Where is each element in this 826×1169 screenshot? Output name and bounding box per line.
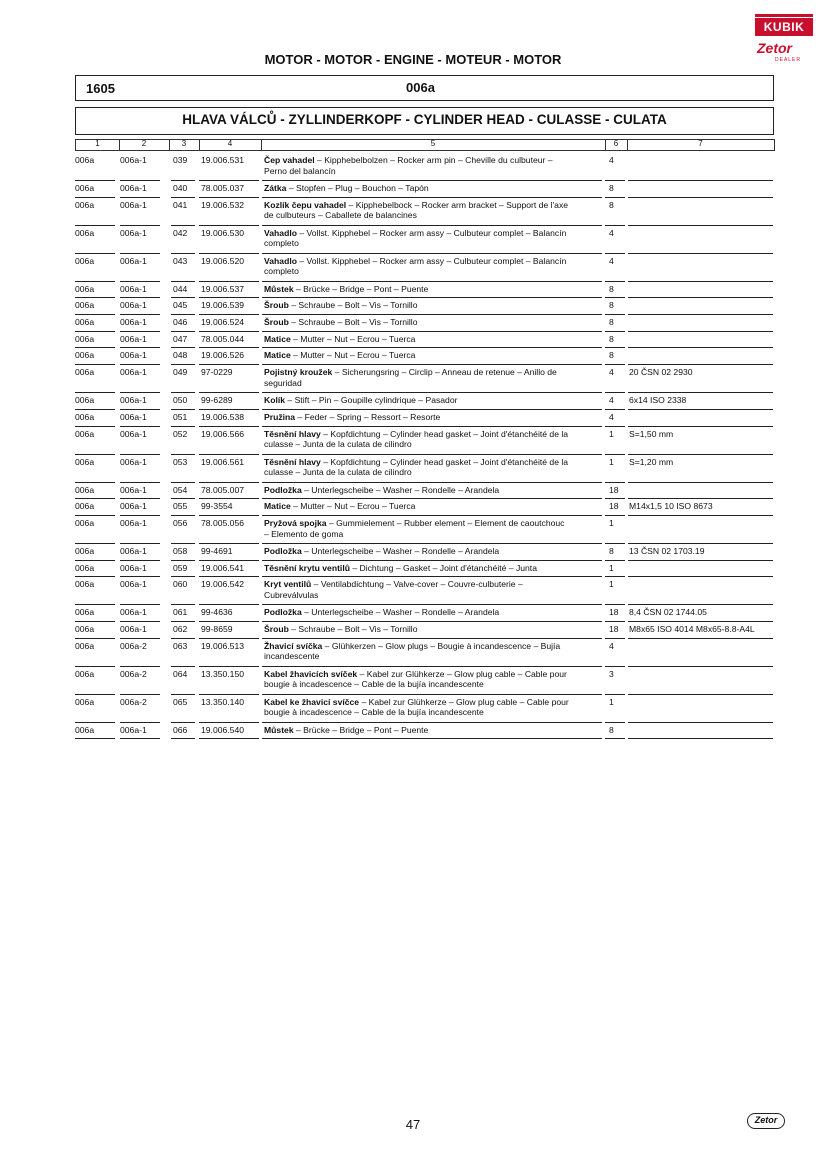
quantity-cell: 4 [609, 395, 614, 406]
position-cell: 045 [173, 300, 188, 311]
logo-brand: KUBIK [755, 18, 813, 36]
quantity-cell: 8 [609, 283, 614, 294]
figure-cell: 006a-1 [120, 283, 147, 294]
part-number-cell: 99-8659 [201, 623, 233, 634]
position-cell: 043 [173, 255, 188, 266]
part-number-cell: 13.350.140 [201, 696, 245, 707]
position-cell: 055 [173, 501, 188, 512]
table-row [75, 347, 773, 364]
description-cell [264, 518, 596, 540]
section-box [75, 107, 774, 135]
group-cell: 006a [75, 183, 95, 193]
quantity-cell: 4 [609, 227, 614, 238]
table-row [75, 180, 773, 197]
description-rest: – Kabel zur Glühkerze – Glow plug cable – Cable pour [357, 668, 567, 679]
note-cell: 6x14 ISO 2338 [629, 395, 687, 406]
position-cell: 046 [173, 317, 188, 328]
position-cell: 056 [173, 517, 188, 528]
quantity-cell: 4 [609, 367, 614, 378]
figure-cell: 006a-1 [120, 501, 147, 512]
col-6: 6 [613, 139, 619, 148]
logo-dealer: DEALER [775, 57, 802, 63]
description-lead: Těsnění hlavy [264, 428, 321, 439]
description-rest: – Schraube – Bolt – Vis – Tornillo [288, 300, 418, 311]
description-rest: – Kipphebelbock – Rocker arm bracket – Support de l'axe [346, 199, 569, 210]
group-cell: 006a [75, 350, 95, 361]
description-cell [264, 183, 596, 194]
position-cell: 062 [173, 623, 188, 634]
description-line2: completo [264, 238, 299, 249]
quantity-cell: 18 [609, 607, 619, 618]
description-cell [264, 317, 596, 328]
group-cell: 006a [75, 283, 95, 294]
position-cell: 061 [173, 607, 188, 618]
figure-cell: 006a-1 [120, 227, 147, 238]
description-line2: de culbuteurs – Caballete de balancines [264, 210, 417, 221]
quantity-cell: 4 [609, 155, 614, 165]
table-row [75, 722, 773, 739]
position-cell: 047 [173, 333, 188, 344]
description-rest: – Ventilabdichtung – Valve-cover – Couvre-culbuterie – [311, 579, 523, 590]
table-row [75, 281, 773, 298]
position-cell: 063 [173, 640, 188, 651]
table-row [75, 621, 773, 638]
description-lead: Kolík [264, 395, 286, 406]
group-cell: 006a [75, 155, 95, 165]
quantity-cell: 8 [609, 199, 614, 210]
table-row [75, 515, 773, 543]
description-cell [264, 334, 596, 345]
col-1: 1 [95, 139, 100, 148]
position-cell: 052 [173, 428, 188, 439]
part-number-cell: 13.350.150 [201, 668, 245, 679]
position-cell: 040 [173, 183, 188, 193]
description-rest: – Stopfen – Plug – Bouchon – Tapón [286, 183, 429, 193]
figure-cell: 006a-2 [120, 640, 147, 651]
description-lead: Kabel ke žhavicí svíčce [264, 696, 360, 707]
col-3: 3 [181, 139, 187, 148]
quantity-cell: 8 [609, 300, 614, 311]
logo-bar [755, 14, 813, 17]
description-rest: – Schraube – Bolt – Vis – Tornillo [288, 623, 418, 634]
description-lead: Šroub [264, 317, 289, 328]
quantity-cell: 1 [609, 562, 614, 573]
description-rest: – Glühkerzen – Glow plugs – Bougie à incandescence – Bujía [322, 640, 561, 651]
part-number-cell: 99-4691 [201, 545, 233, 556]
description-line2: culasse – Junta de la culata de cilindro [264, 467, 412, 478]
part-number-cell: 78.005.037 [201, 183, 245, 193]
description-cell [264, 546, 596, 557]
description-cell [264, 155, 596, 177]
description-lead: Zátka [264, 183, 287, 193]
description-cell [264, 350, 596, 361]
description-lead: Žhavicí svíčka [264, 640, 323, 651]
position-cell: 060 [173, 579, 188, 590]
page-number: 47 [405, 1117, 421, 1132]
description-cell [264, 641, 596, 663]
quantity-cell: 3 [609, 668, 614, 679]
group-code: 006a [406, 80, 435, 95]
position-cell: 041 [173, 199, 188, 210]
figure-cell: 006a-1 [120, 579, 147, 590]
table-row [75, 666, 773, 694]
description-rest: – Vollst. Kipphebel – Rocker arm assy – Culbuteur complet – Balancín [296, 227, 567, 238]
quantity-cell: 8 [609, 724, 614, 735]
description-rest: – Sicherungsring – Circlip – Anneau de retenue – Anillo de [332, 367, 557, 378]
description-rest: – Unterlegscheibe – Washer – Rondelle – Arandela [301, 607, 500, 618]
table-row [75, 543, 773, 560]
description-cell [264, 367, 596, 389]
description-lead: Těsnění krytu ventilů [264, 562, 350, 573]
table-row [75, 409, 773, 426]
table-row [75, 364, 773, 392]
position-cell: 064 [173, 668, 188, 679]
group-cell: 006a [75, 484, 95, 495]
table-row [75, 498, 773, 515]
description-lead: Můstek [264, 283, 294, 294]
quantity-cell: 18 [609, 484, 619, 495]
figure-cell: 006a-1 [120, 411, 147, 422]
description-rest: – Unterlegscheibe – Washer – Rondelle – Arandela [301, 545, 500, 556]
description-cell [264, 457, 596, 479]
figure-cell: 006a-1 [120, 545, 147, 556]
description-rest: – Kabel zur Glühkerze – Glow plug cable – Cable pour [359, 696, 569, 707]
quantity-cell: 18 [609, 623, 619, 634]
figure-cell: 006a-1 [120, 562, 147, 573]
table-row [75, 152, 773, 180]
description-lead: Kryt ventilů [264, 579, 312, 590]
description-cell [264, 395, 596, 406]
part-number-cell: 99-6289 [201, 395, 233, 406]
figure-cell: 006a-1 [120, 350, 147, 361]
table-row [75, 638, 773, 666]
figure-cell: 006a-1 [120, 367, 147, 378]
part-number-cell: 19.006.541 [201, 562, 245, 573]
position-cell: 065 [173, 696, 188, 707]
group-cell: 006a [75, 428, 95, 439]
description-rest: – Unterlegscheibe – Washer – Rondelle – Arandela [301, 484, 500, 495]
figure-cell: 006a-1 [120, 155, 147, 165]
figure-cell: 006a-1 [120, 183, 147, 193]
table-row [75, 392, 773, 409]
position-cell: 059 [173, 562, 188, 573]
description-lead: Podložka [264, 484, 302, 495]
group-cell: 006a [75, 640, 95, 651]
description-rest: – Kopfdichtung – Cylinder head gasket – Joint d'étanchéité de la [320, 456, 569, 467]
description-lead: Podložka [264, 607, 302, 618]
group-cell: 006a [75, 668, 95, 679]
table-row [75, 426, 773, 454]
description-rest: – Mutter – Nut – Ecrou – Tuerca [290, 350, 416, 361]
part-number-cell: 19.006.530 [201, 227, 245, 238]
table-row [75, 560, 773, 577]
description-line2: seguridad [264, 377, 302, 388]
quantity-cell: 8 [609, 333, 614, 344]
note-cell: 13 ČSN 02 1703.19 [629, 545, 705, 556]
description-lead: Čep vahadel [264, 155, 315, 165]
table-row [75, 297, 773, 314]
position-cell: 042 [173, 227, 188, 238]
position-cell: 049 [173, 367, 188, 378]
figure-cell: 006a-1 [120, 607, 147, 618]
group-cell: 006a [75, 579, 95, 590]
position-cell: 044 [173, 283, 188, 294]
position-cell: 053 [173, 456, 188, 467]
description-rest: – Dichtung – Gasket – Joint d'étanchéité – Junta [349, 562, 537, 573]
section-title: HLAVA VÁLCŮ - ZYLLINDERKOPF - CYLINDER HEAD - CULASSE - CULATA [182, 112, 667, 127]
description-line2: – Elemento de goma [264, 528, 344, 539]
description-lead: Šroub [264, 623, 289, 634]
footer-logo: Zetor [747, 1113, 785, 1129]
description-cell [264, 300, 596, 311]
group-cell: 006a [75, 501, 95, 512]
part-number-cell: 78.005.007 [201, 484, 245, 495]
figure-cell: 006a-1 [120, 395, 147, 406]
quantity-cell: 1 [609, 517, 614, 528]
description-cell [264, 228, 596, 250]
position-cell: 048 [173, 350, 188, 361]
description-lead: Matice [264, 333, 291, 344]
description-cell [264, 579, 596, 601]
description-cell [264, 669, 596, 691]
description-cell [264, 501, 596, 512]
description-cell [264, 563, 596, 574]
part-number-cell: 19.006.531 [201, 155, 245, 165]
description-lead: Můstek [264, 724, 294, 735]
note-cell: 8,4 ČSN 02 1744.05 [629, 607, 707, 618]
description-lead: Podložka [264, 545, 302, 556]
description-rest: – Brücke – Bridge – Pont – Puente [293, 283, 429, 294]
position-cell: 039 [173, 155, 188, 165]
group-cell: 006a [75, 724, 95, 735]
description-line2: bougie à incadescence – Cable de la bujía incandescente [264, 707, 484, 718]
table-row [75, 454, 773, 482]
note-cell: M8x65 ISO 4014 M8x65-8.8-A4L [629, 623, 755, 634]
group-cell: 006a [75, 562, 95, 573]
table-row [75, 314, 773, 331]
description-line2: Cubreválvulas [264, 590, 319, 601]
description-lead: Těsnění hlavy [264, 456, 321, 467]
table-row [75, 197, 773, 225]
position-cell: 051 [173, 411, 188, 422]
part-number-cell: 19.006.520 [201, 255, 245, 266]
description-cell [264, 624, 596, 635]
quantity-cell: 1 [609, 579, 614, 590]
description-lead: Vahadlo [264, 227, 297, 238]
description-rest: – Mutter – Nut – Ecrou – Tuerca [290, 333, 416, 344]
description-cell [264, 200, 596, 222]
description-cell [264, 725, 596, 736]
part-number-cell: 19.006.513 [201, 640, 245, 651]
description-cell [264, 697, 596, 719]
table-row [75, 604, 773, 621]
part-number-cell: 19.006.538 [201, 411, 245, 422]
description-lead: Kabel žhavicích svíček [264, 668, 358, 679]
description-lead: Vahadlo [264, 255, 297, 266]
description-cell [264, 429, 596, 451]
quantity-cell: 4 [609, 255, 614, 266]
part-number-cell: 19.006.566 [201, 428, 245, 439]
group-cell: 006a [75, 456, 95, 467]
part-number-cell: 19.006.540 [201, 724, 245, 735]
description-lead: Pryžová spojka [264, 517, 327, 528]
figure-cell: 006a-1 [120, 724, 147, 735]
description-rest: – Feder – Spring – Ressort – Resorte [295, 411, 441, 422]
description-line2: completo [264, 266, 299, 277]
description-cell [264, 412, 596, 423]
description-rest: – Gummielement – Rubber element – Element de caoutchouc [326, 517, 565, 528]
model-group-box [75, 75, 774, 101]
note-cell: S=1,50 mm [629, 428, 674, 439]
group-cell: 006a [75, 696, 95, 707]
col-5: 5 [430, 139, 436, 148]
figure-cell: 006a-1 [120, 317, 147, 328]
note-cell: M14x1,5 10 ISO 8673 [629, 501, 713, 512]
description-line2: culasse – Junta de la culata de cilindro [264, 439, 412, 450]
description-line2: Perno del balancín [264, 165, 336, 176]
description-cell [264, 485, 596, 496]
part-number-cell: 19.006.524 [201, 317, 245, 328]
position-cell: 066 [173, 724, 188, 735]
group-cell: 006a [75, 333, 95, 344]
table-row [75, 331, 773, 348]
quantity-cell: 8 [609, 350, 614, 361]
part-number-cell: 97-0229 [201, 367, 233, 378]
figure-cell: 006a-1 [120, 300, 147, 311]
description-cell [264, 284, 596, 295]
group-cell: 006a [75, 227, 95, 238]
figure-cell: 006a-1 [120, 255, 147, 266]
group-cell: 006a [75, 300, 95, 311]
description-lead: Kozlík čepu vahadel [264, 199, 347, 210]
model-number: 1605 [86, 81, 115, 96]
part-number-cell: 19.006.526 [201, 350, 245, 361]
position-cell: 058 [173, 545, 188, 556]
description-rest: – Mutter – Nut – Ecrou – Tuerca [290, 501, 416, 512]
table-row [75, 225, 773, 253]
description-line2: bougie à incadescence – Cable de la bujía incandescente [264, 679, 484, 690]
description-rest: – Brücke – Bridge – Pont – Puente [293, 724, 429, 735]
description-cell [264, 607, 596, 618]
figure-cell: 006a-1 [120, 428, 147, 439]
group-cell: 006a [75, 607, 95, 618]
part-number-cell: 19.006.539 [201, 300, 245, 311]
description-lead: Matice [264, 350, 291, 361]
description-rest: – Kopfdichtung – Cylinder head gasket – Joint d'étanchéité de la [320, 428, 569, 439]
part-number-cell: 19.006.561 [201, 456, 245, 467]
part-number-cell: 99-3554 [201, 501, 233, 512]
part-number-cell: 99-4636 [201, 607, 233, 618]
group-cell: 006a [75, 395, 95, 406]
part-number-cell: 19.006.537 [201, 283, 245, 294]
description-cell [264, 256, 596, 278]
group-cell: 006a [75, 255, 95, 266]
quantity-cell: 1 [609, 428, 614, 439]
quantity-cell: 8 [609, 183, 614, 193]
figure-cell: 006a-1 [120, 517, 147, 528]
group-cell: 006a [75, 411, 95, 422]
column-header [75, 139, 775, 151]
group-cell: 006a [75, 199, 95, 210]
quantity-cell: 4 [609, 411, 614, 422]
figure-cell: 006a-1 [120, 623, 147, 634]
figure-cell: 006a-2 [120, 668, 147, 679]
description-line2: incandescente [264, 651, 320, 662]
description-lead: Pružina [264, 411, 296, 422]
table-row [75, 253, 773, 281]
group-cell: 006a [75, 545, 95, 556]
description-rest: – Stift – Pin – Goupille cylindrique – Pasador [285, 395, 458, 406]
position-cell: 050 [173, 395, 188, 406]
figure-cell: 006a-1 [120, 484, 147, 495]
part-number-cell: 19.006.532 [201, 199, 245, 210]
description-rest: – Schraube – Bolt – Vis – Tornillo [288, 317, 418, 328]
group-cell: 006a [75, 367, 95, 378]
figure-cell: 006a-1 [120, 199, 147, 210]
col-7: 7 [698, 139, 703, 148]
part-number-cell: 78.005.044 [201, 333, 245, 344]
description-rest: – Kipphebelbolzen – Rocker arm pin – Cheville du culbuteur – [314, 155, 553, 165]
group-cell: 006a [75, 623, 95, 634]
part-number-cell: 19.006.542 [201, 579, 245, 590]
quantity-cell: 1 [609, 456, 614, 467]
note-cell: S=1,20 mm [629, 456, 674, 467]
quantity-cell: 8 [609, 545, 614, 556]
parts-table [75, 152, 773, 738]
description-lead: Matice [264, 501, 291, 512]
quantity-cell: 8 [609, 317, 614, 328]
figure-cell: 006a-1 [120, 333, 147, 344]
col-4: 4 [227, 139, 233, 148]
part-number-cell: 78.005.056 [201, 517, 245, 528]
group-cell: 006a [75, 317, 95, 328]
quantity-cell: 18 [609, 501, 619, 512]
table-row [75, 694, 773, 722]
position-cell: 054 [173, 484, 188, 495]
logo-sub: Zetor [757, 40, 792, 56]
description-lead: Šroub [264, 300, 289, 311]
figure-cell: 006a-2 [120, 696, 147, 707]
table-row [75, 482, 773, 499]
figure-cell: 006a-1 [120, 456, 147, 467]
quantity-cell: 1 [609, 696, 614, 707]
main-title: MOTOR - MOTOR - ENGINE - MOTEUR - MOTOR [264, 52, 562, 67]
description-lead: Pojistný kroužek [264, 367, 333, 378]
col-2: 2 [141, 139, 147, 148]
group-cell: 006a [75, 517, 95, 528]
table-row [75, 576, 773, 604]
quantity-cell: 4 [609, 640, 614, 651]
note-cell: 20 ČSN 02 2930 [629, 367, 693, 378]
description-rest: – Vollst. Kipphebel – Rocker arm assy – Culbuteur complet – Balancín [296, 255, 567, 266]
